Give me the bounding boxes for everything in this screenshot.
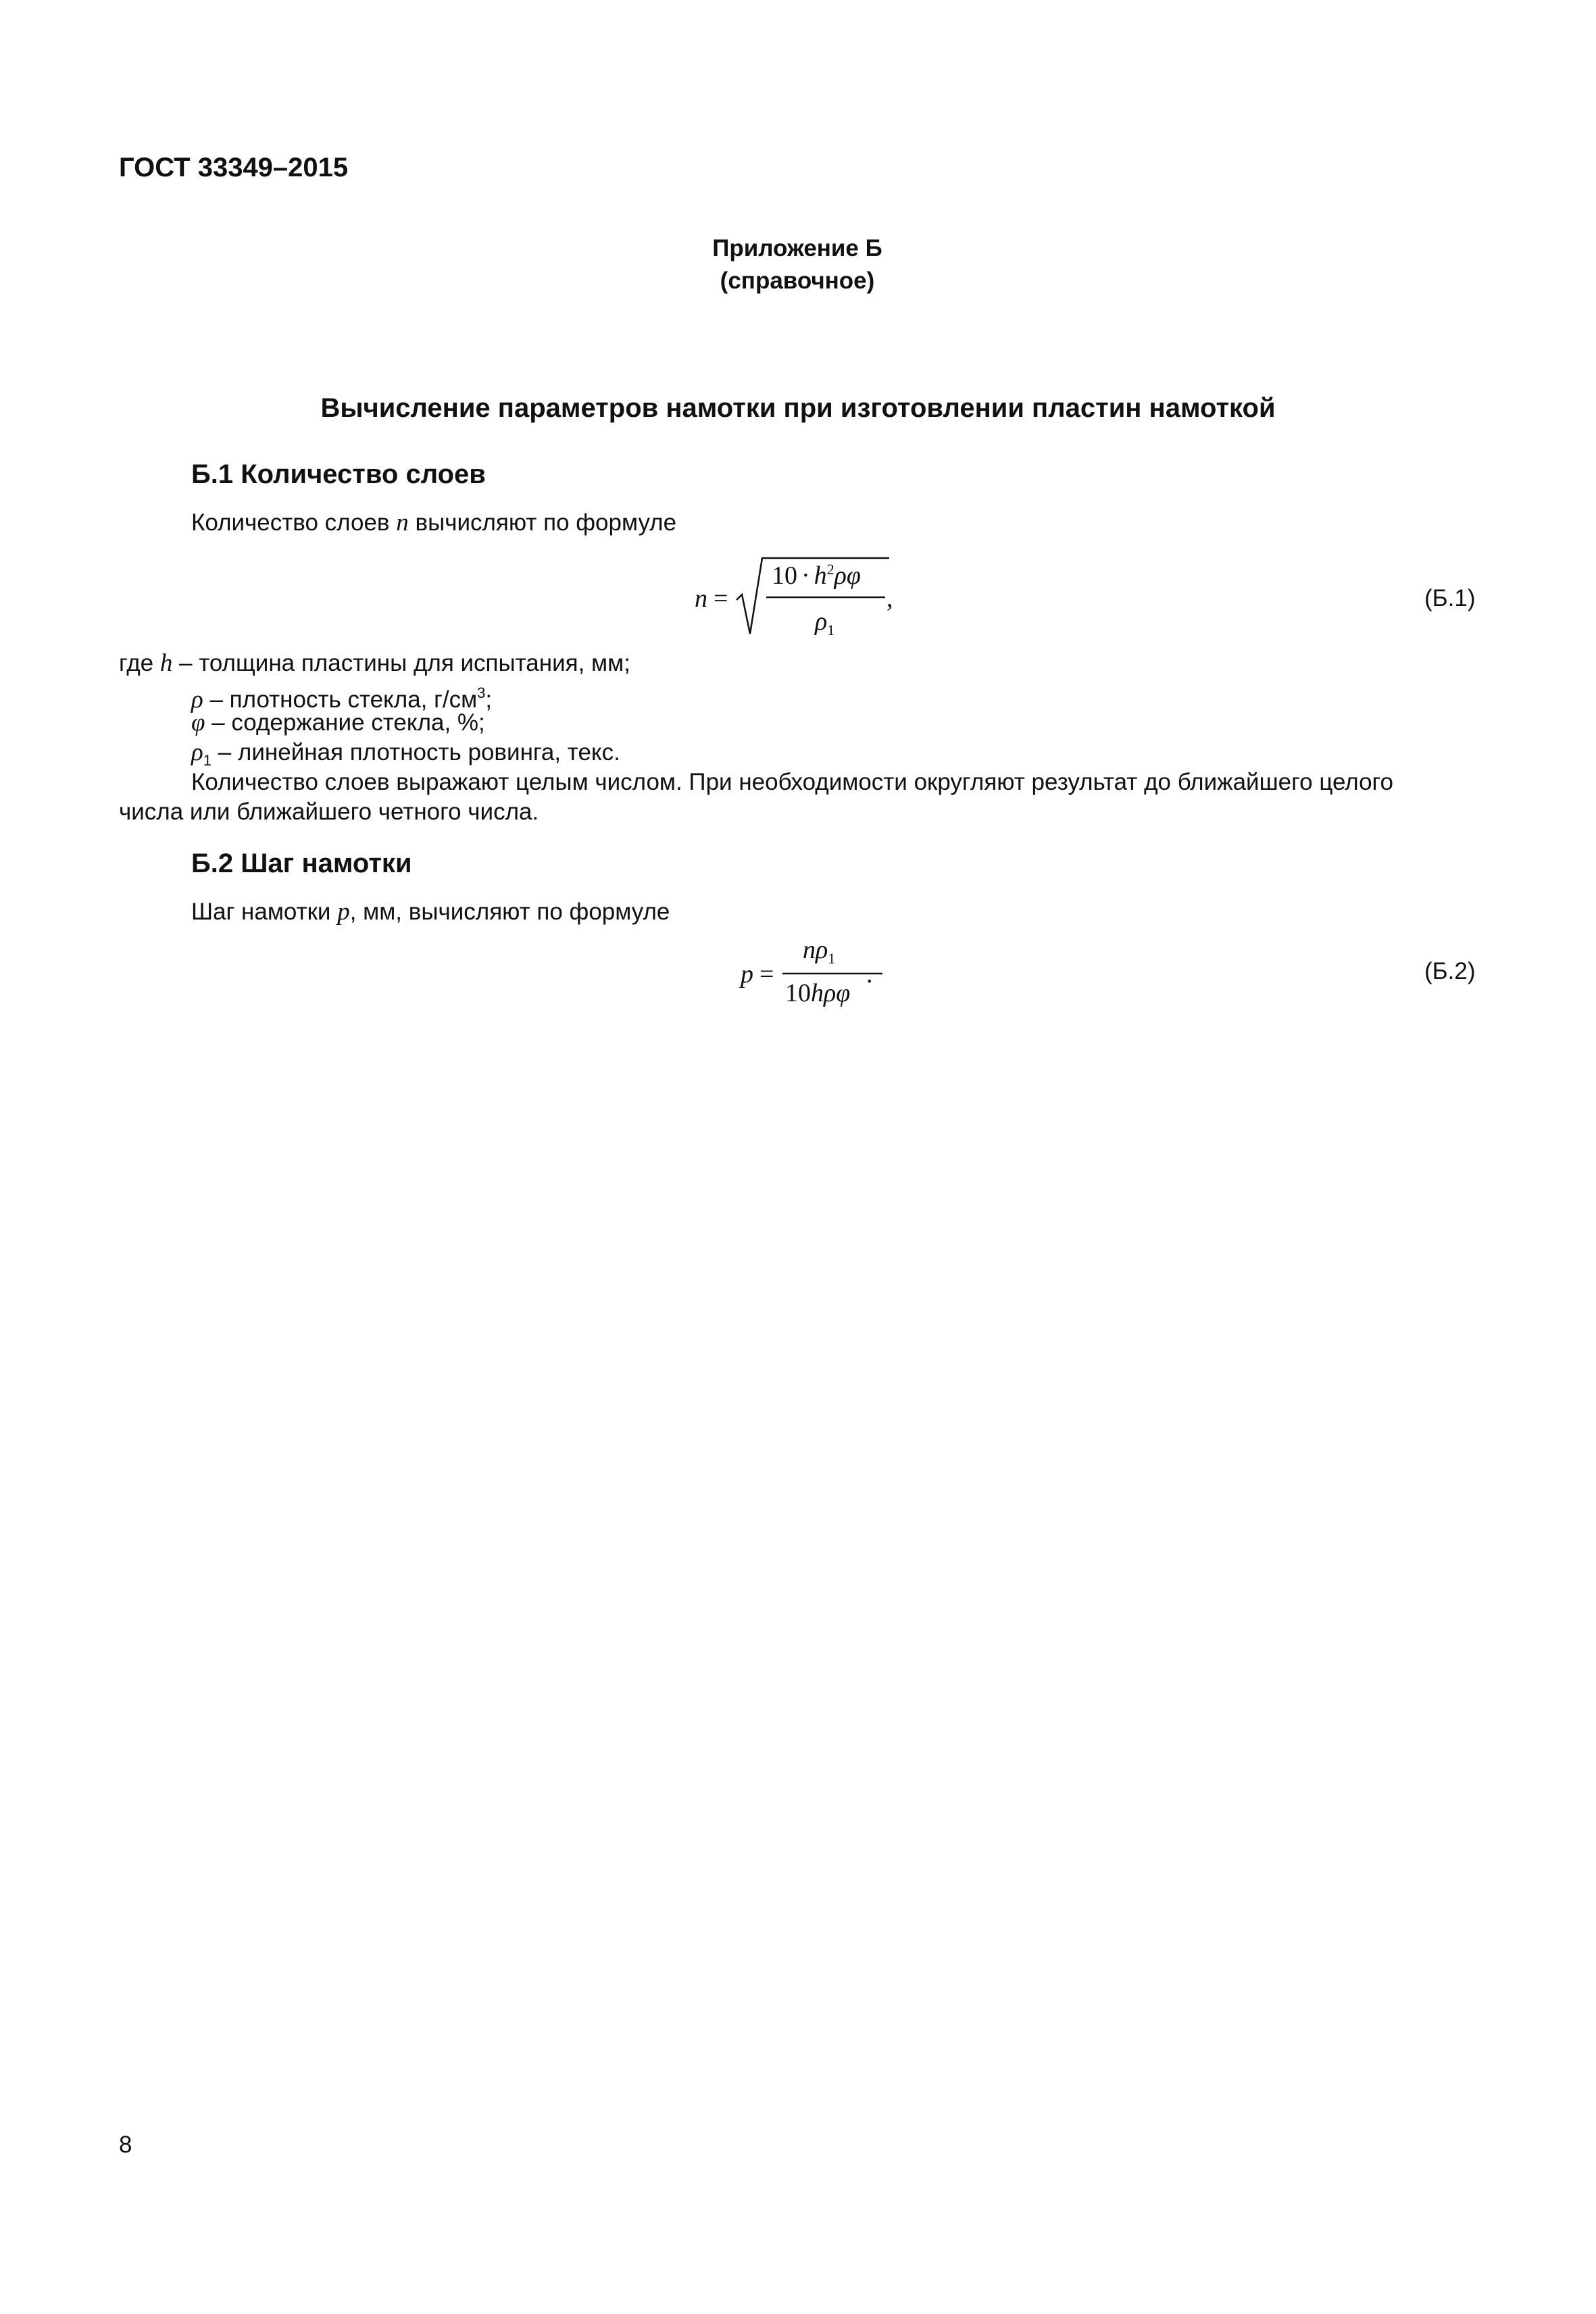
formula-b2-denominator: 10hρφ: [785, 979, 851, 1007]
rounding-note-line-2: числа или ближайшего четного числа.: [119, 799, 539, 825]
formula-b1-lhs: n: [695, 584, 707, 613]
formula-b1-numerator: $10 \cdot h^2\rho\varphi$: [772, 561, 861, 590]
equation-number-b2: (Б.2): [1424, 958, 1476, 984]
definition-rho1: $\rho_1$ – линейная плотность ровинга, текс.: [191, 738, 620, 769]
appendix-kind: (справочное): [720, 268, 875, 294]
definition-phi: φ – содержание стекла, %;: [191, 709, 485, 736]
main-title: Вычисление параметров намотки при изготовлении пластин намоткой: [320, 393, 1276, 423]
formula-b1-comma: ,: [887, 584, 893, 613]
formula-b2-eq: =: [759, 960, 774, 988]
formula-b2: [738, 936, 900, 1013]
appendix-heading: [0, 232, 1596, 297]
section-2-intro: Шаг намотки p, мм, вычисляют по формуле: [191, 898, 670, 926]
formula-b1-eq: =: [714, 584, 728, 613]
formula-b2-lhs: p: [741, 960, 753, 988]
formula-b2-period: .: [866, 960, 873, 988]
rounding-note-line-1: Количество слоев выражают целым числом. При необходимости округляют результат до ближайшего целого: [191, 769, 1394, 795]
document-id: ГОСТ 33349–2015: [119, 153, 349, 182]
section-1-heading: Б.1 Количество слоев: [191, 459, 486, 489]
formula-b1-denominator: $\rho_1$: [815, 607, 835, 638]
definition-h: где h – толщина пластины для испытания, мм;: [119, 649, 630, 677]
definition-rho: ρ – плотность стекла, $г/см^3$;: [191, 684, 493, 713]
section-1-intro: Количество слоев n вычисляют по формуле: [191, 509, 677, 536]
equation-number-b1: (Б.1): [1424, 585, 1476, 611]
formula-b1: [689, 554, 905, 642]
page-number: 8: [119, 2132, 132, 2158]
formula-b2-numerator: $n\rho_1$: [803, 936, 836, 967]
appendix-title: Приложение Б: [712, 235, 882, 261]
section-2-heading: Б.2 Шаг намотки: [191, 849, 412, 878]
